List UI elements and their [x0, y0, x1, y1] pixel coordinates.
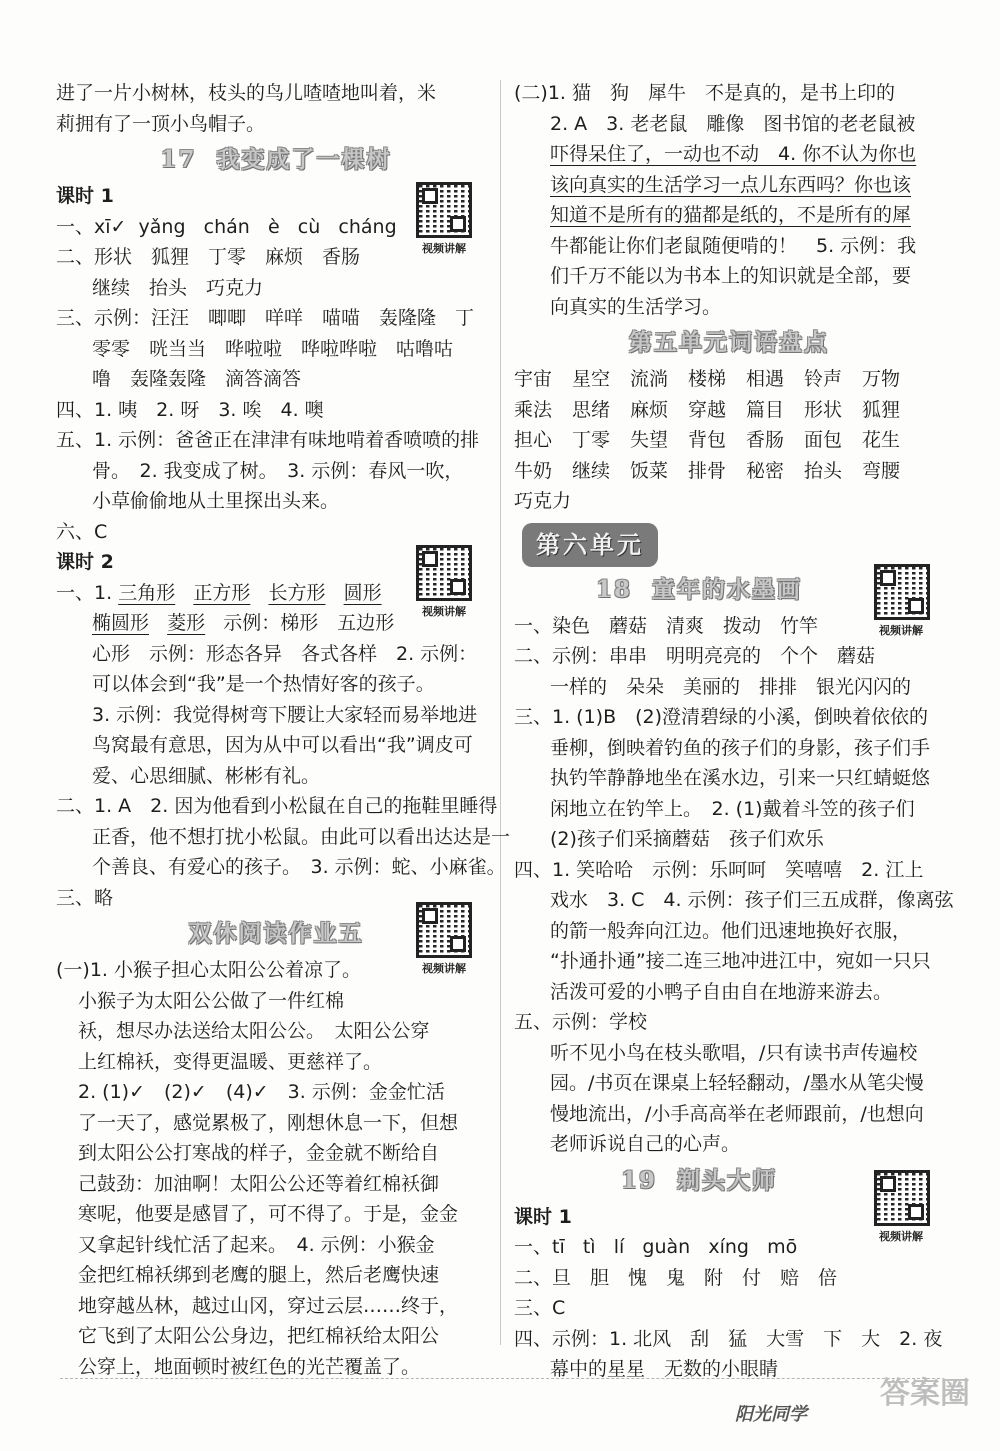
qr-code-icon[interactable]: [874, 1170, 930, 1226]
answer-line: 五、示例：学校: [514, 1011, 648, 1033]
answer-line: 慢地流出，/小手高高举在老师跟前，/也想向: [550, 1102, 924, 1125]
pinyin-answer: tì: [582, 1236, 596, 1258]
answer-line: 上红棉袄，变得更温暖、更慈祥了。: [78, 1050, 383, 1073]
qr-label: 视频讲解: [422, 962, 466, 975]
answer-line: 二、示例：串串 明明亮亮的 个个 蘑菇: [514, 645, 876, 667]
lesson-19-keshi-1: 课时 1: [514, 1205, 572, 1228]
pinyin-answer: cháng: [338, 215, 397, 238]
unit-6-banner: [514, 517, 944, 569]
lesson-17-title: [56, 139, 496, 181]
lesson-19-name: 剃头大师: [677, 1167, 777, 1194]
answer-line: 继续 抬头 巧克力: [92, 276, 264, 299]
lesson-19-number: 19: [620, 1166, 657, 1194]
answer-line: 公穿上，地面顿时被红色的光芒覆盖了。: [78, 1355, 421, 1378]
answer-line: “扑通扑通”接二连三地冲进江中，宛如一只只: [550, 950, 931, 972]
answer-line: 2. (1)✓ (2)✓ (4)✓ 3. 示例：金金忙活: [78, 1081, 445, 1103]
word: 穿越: [688, 398, 727, 421]
qr-label: 视频讲解: [422, 242, 466, 255]
answer-line: 五、1. 示例：爸爸正在津津有味地啃着香喷喷的排: [56, 429, 480, 451]
column-divider: [500, 80, 501, 1345]
word: 铃声: [804, 368, 843, 390]
answer-line: 四、示例：1. 北风 刮 猛 大雪 下 大 2. 夜: [514, 1327, 943, 1350]
unit-5-word-review-title: 第五单元词语盘点: [629, 330, 829, 356]
answer-line: 牛都能让你们老鼠随便啃的！ 5. 示例：我: [550, 234, 917, 257]
watermark-logo: 答案圈: [880, 1376, 970, 1411]
pinyin-answer: xíng: [708, 1236, 749, 1258]
answer-line: 3. 示例：我觉得树弯下腰让大家轻而易举地进: [92, 703, 478, 726]
answer-line: 三、略: [56, 886, 114, 909]
answer-line: 爱、心思细腻、彬彬有礼。: [92, 764, 321, 787]
word: 麻烦: [630, 398, 669, 421]
answer-line: 己鼓劲：加油啊！太阳公公还等着红棉袄御: [78, 1172, 440, 1195]
word: 担心: [514, 429, 553, 451]
answer-line: 个善良、有爱心的孩子。 3. 示例：蛇、小麻雀。: [92, 856, 506, 878]
answer-line: 闲地立在钓竿上。 2. (1)戴着斗笠的孩子们: [550, 797, 915, 820]
pinyin-answer: mō: [767, 1236, 798, 1258]
answer-line: 心形 示例：形态各异 各式各样 2. 示例：: [92, 642, 478, 665]
word-row: [514, 395, 944, 426]
reading-5-title: 双休阅读作业五: [188, 921, 364, 947]
word: 香肠: [746, 429, 785, 451]
lesson-18-title: [454, 569, 944, 611]
word: 饭菜: [630, 459, 669, 482]
answer-line: 活泼可爱的小鸭子自由自在地游来游去。: [550, 980, 893, 1003]
answer-line: 三、1. (1)B (2)澄清碧绿的小溪，倒映着依依的: [514, 706, 929, 728]
lesson-17-name: 我变成了一棵树: [216, 147, 392, 173]
lesson-17-keshi-1: 课时 1: [56, 185, 114, 207]
word: 思绪: [572, 398, 611, 421]
answer-line: 一、染色 蘑菇 清爽 拨动 竹竿: [514, 614, 819, 637]
qr-label: 视频讲解: [879, 624, 923, 637]
pinyin-answer: 一、xī: [56, 215, 111, 238]
answer-text: 示例：梯形 五边形: [223, 612, 395, 634]
word: 楼梯: [688, 368, 727, 390]
word: 抬头: [804, 459, 843, 482]
lesson-18-number: 18: [595, 575, 632, 603]
answer-line: 地穿越丛林，越过山冈，穿过云层……终于，: [78, 1294, 459, 1317]
answer-line: 该向真实的生活学习一点儿东西吗？你也该: [550, 173, 912, 196]
word: 万物: [862, 368, 901, 390]
qr-code-icon[interactable]: [416, 902, 472, 958]
word: 篇目: [746, 398, 785, 421]
answer-line: 向真实的生活学习。: [550, 295, 722, 318]
answer-line: 小草偷偷地从土里探出头来。: [92, 490, 340, 512]
answer-line: 噜 轰隆轰隆 滴答滴答: [92, 368, 302, 390]
intro-line-2: 莉拥有了一顶小鸟帽子。: [56, 112, 266, 135]
word: 牛奶: [514, 459, 553, 482]
word: 秘密: [746, 459, 785, 482]
unit-6-label: 第六单元: [522, 523, 658, 567]
left-column: [56, 78, 511, 1382]
qr-code-icon[interactable]: [874, 564, 930, 620]
answer-line: 园。/书页在课桌上轻轻翻动，/墨水从笔尖慢: [550, 1072, 924, 1094]
pinyin-answer: yǎng: [138, 215, 186, 238]
answer-line: 寒呢，他要是感冒了，可不得了。于是，金金: [78, 1203, 459, 1225]
answer-line: (2)孩子们采摘蘑菇 孩子们欢乐: [550, 828, 824, 850]
answer-line: 三、示例：汪汪 唧唧 咩咩 喵喵 轰隆隆 丁: [56, 307, 475, 329]
answer-line: 又拿起针线忙活了起来。 4. 示例：小猴金: [78, 1233, 435, 1256]
word: 乘法: [514, 398, 553, 421]
pinyin-answer: guàn: [642, 1236, 691, 1258]
word: 花生: [862, 429, 901, 451]
underlined-answer: 圆形: [343, 581, 382, 604]
word-row: [514, 425, 944, 456]
answer-line: 们千万不能以为书本上的知识就是全部，要: [550, 265, 912, 287]
word: 巧克力: [514, 490, 572, 512]
word: 继续: [572, 459, 611, 482]
pinyin-answer: chán: [203, 215, 250, 238]
underlined-answer: 三角形: [118, 581, 176, 604]
answer-line: 可以体会到“我”是一个热情好客的孩子。: [92, 673, 435, 695]
qr-label: 视频讲解: [422, 605, 466, 618]
answer-line: 小猴子为太阳公公做了一件红棉: [78, 989, 345, 1012]
answer-line: 六、C: [56, 520, 108, 543]
qr-code-icon[interactable]: [416, 182, 472, 238]
footer-rule: [60, 1378, 940, 1379]
pinyin-answer: è: [267, 215, 280, 238]
pinyin-answer: cù: [297, 215, 321, 238]
lesson-17-pinyin-row: 一、xī✓ yǎng chán è cù cháng: [56, 215, 397, 238]
answer-line: 了一天了，感觉累极了，刚想休息一下，但想: [78, 1111, 459, 1134]
answer-line: 它飞到了太阳公公身边，把红棉袄给太阳公: [78, 1325, 440, 1347]
word: 形状: [804, 398, 843, 421]
answer-line: 零零 咣当当 哗啦啦 哗啦哗啦 咕噜咕: [92, 337, 454, 360]
word: 相遇: [746, 368, 785, 390]
answer-line: 垂柳，倒映着钓鱼的孩子们的身影，孩子们手: [550, 736, 931, 759]
word-row: [514, 364, 944, 395]
lesson-19-title: [454, 1160, 944, 1202]
answer-line: 执钓竿静静地坐在溪水边，引来一只红蜻蜓悠: [550, 767, 931, 789]
answer-line: 吓得呆住了，一动也不动 4. 你不认为你也: [550, 143, 917, 165]
intro-line-1: 进了一片小树林，枝头的鸟儿喳喳地叫着，米: [56, 82, 437, 104]
answer-line: 骨。 2. 我变成了树。 3. 示例：春风一吹，: [92, 459, 464, 482]
underlined-answer: 正方形: [193, 581, 251, 604]
answer-line: 知道不是所有的猫都是纸的，不是所有的犀: [550, 204, 912, 226]
answer-line: 到太阳公公打寒战的样子，金金就不断给自: [78, 1142, 440, 1164]
answer-line: 鸟窝最有意思，因为从中可以看出“我”调皮可: [92, 734, 473, 756]
answer-line: 袄，想尽办法送给太阳公公。 太阳公公穿: [78, 1020, 430, 1042]
word: 排骨: [688, 459, 727, 482]
answer-line: (二)1. 猫 狗 犀牛 不是真的，是书上印的: [514, 82, 895, 104]
pinyin-answer: lí: [613, 1236, 625, 1258]
word-row: [514, 486, 944, 517]
word: 背包: [688, 429, 727, 451]
answer-line: 幕中的星星 无数的小眼睛: [550, 1358, 779, 1380]
word: 丁零: [572, 429, 611, 451]
lesson-17-keshi-2: 课时 2: [56, 551, 114, 573]
answer-line: 二、旦 胆 愧 鬼 附 付 赔 倍: [514, 1266, 838, 1289]
brand-logo: 阳光同学: [735, 1404, 807, 1425]
answer-line: 2. A 3. 老老鼠 雕像 图书馆的老老鼠被: [550, 112, 916, 135]
answer-line: 金把红棉袄绑到老鹰的腿上，然后老鹰快速: [78, 1264, 440, 1286]
word: 宇宙: [514, 368, 553, 390]
word: 弯腰: [862, 459, 901, 482]
answer-line: 四、1. 咦 2. 呀 3. 唉 4. 噢: [56, 398, 324, 421]
word-row: [514, 456, 944, 487]
word: 流淌: [630, 368, 669, 390]
word: 失望: [630, 429, 669, 451]
answer-line: 四、1. 笑哈哈 示例：乐呵呵 笑嘻嘻 2. 江上: [514, 858, 924, 881]
answer-line: 正香，他不想打扰小松鼠。由此可以看出达达是一: [92, 825, 511, 848]
underlined-answer: 菱形: [167, 612, 206, 634]
pinyin-answer: 一、tī: [514, 1236, 565, 1258]
item-number: 一、1.: [56, 581, 113, 604]
answer-line: 老师诉说自己的心声。: [550, 1133, 741, 1155]
answer-line: 二、1. A 2. 因为他看到小松鼠在自己的拖鞋里睡得: [56, 795, 498, 817]
lesson-18-name: 童年的水墨画: [652, 576, 802, 603]
answer-line: 戏水 3. C 4. 示例：孩子们三五成群，像离弦: [550, 889, 954, 911]
word: 狐狸: [862, 398, 901, 421]
answer-line: 三、C: [514, 1297, 566, 1319]
lesson-17-number: 17: [160, 146, 197, 173]
answer-line: (一)1. 小猴子担心太阳公公着凉了。: [56, 959, 361, 981]
word: 星空: [572, 368, 611, 390]
qr-label: 视频讲解: [879, 1230, 923, 1243]
underlined-answer: 长方形: [268, 581, 326, 604]
answer-line: 二、形状 狐狸 丁零 麻烦 香肠: [56, 246, 361, 268]
answer-line: 一样的 朵朵 美丽的 排排 银光闪闪的: [550, 675, 912, 698]
answer-line: 听不见小鸟在枝头歌唱，/只有读书声传遍校: [550, 1041, 918, 1064]
answer-line: 的箭一般奔向江边。他们迅速地换好衣服，: [550, 919, 912, 942]
word: 面包: [804, 429, 843, 451]
underlined-answer: 椭圆形: [92, 612, 150, 634]
